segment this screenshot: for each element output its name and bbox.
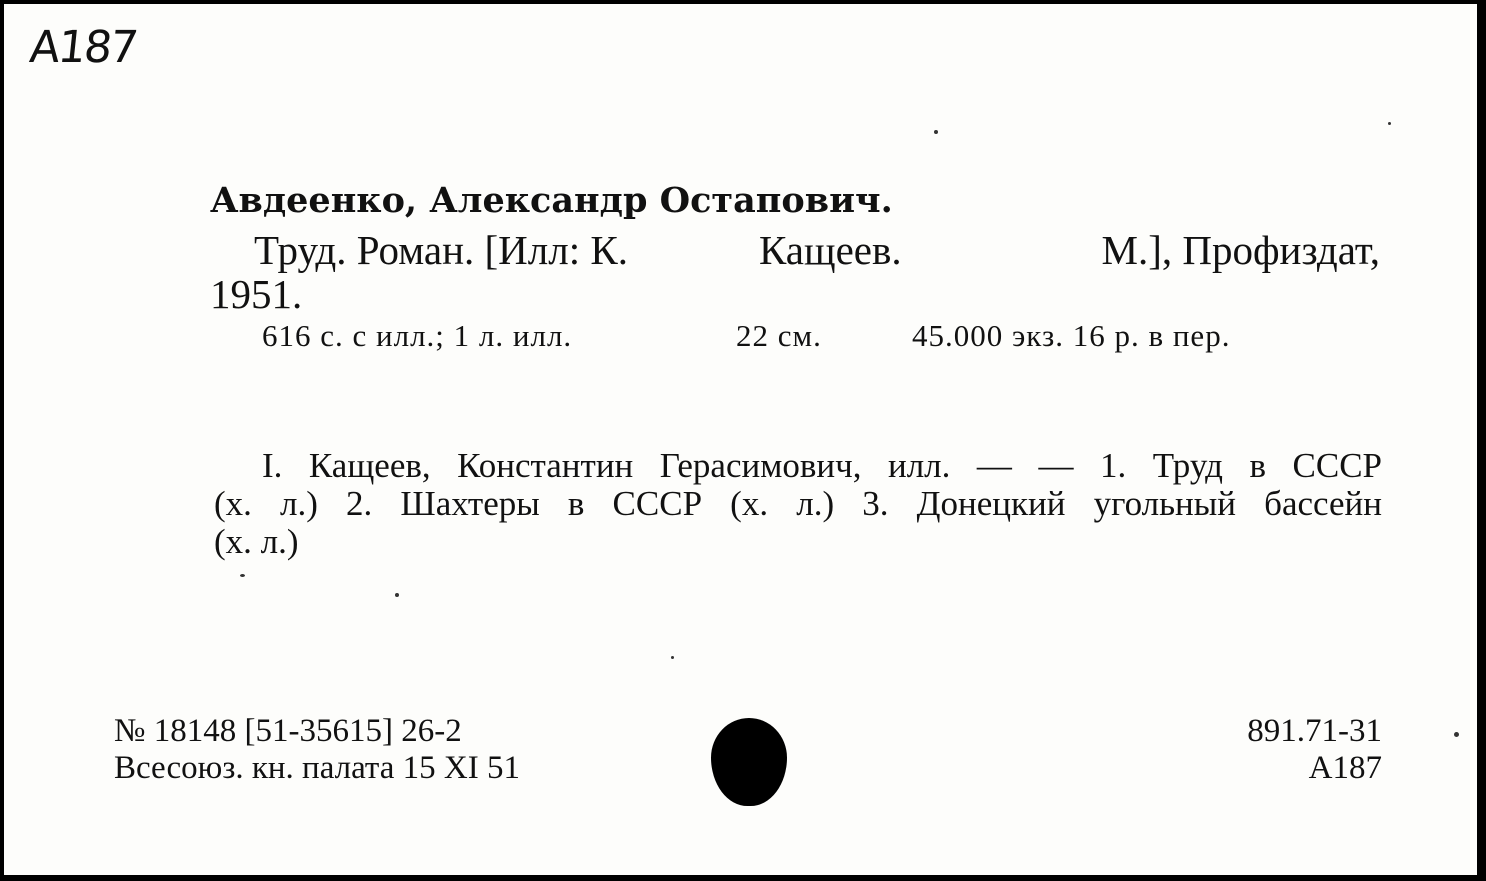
speck-4 — [395, 593, 399, 597]
speck-1 — [934, 130, 938, 134]
card-punch-hole — [711, 718, 787, 806]
illustrator-name: Кащеев. — [759, 227, 902, 273]
call-mark: А187 — [1308, 750, 1382, 786]
tracings-line-1: I. Кащеев, Константин Герасимович, илл. — — 1. Труд в СССР — [262, 446, 1382, 485]
book-chamber-stamp: Всесоюз. кн. палата 15 XI 51 — [114, 750, 520, 786]
speck-2 — [1388, 122, 1391, 125]
size: 22 см. — [736, 318, 822, 353]
imprint: М.], Профиздат, — [1101, 227, 1380, 273]
record-number: № 18148 [51-35615] 26-2 — [114, 713, 462, 749]
catalog-card — [4, 4, 1477, 875]
title-statement-left: Труд. Роман. [Илл: К. — [254, 227, 628, 273]
handwritten-call-number: А187 — [27, 22, 139, 73]
print-run-price: 45.000 экз. 16 р. в пер. — [912, 318, 1231, 353]
tracings-line-3: (х. л.) — [214, 522, 299, 561]
tracings-line-2: (х. л.) 2. Шахтеры в СССР (х. л.) 3. Донецкий угольный бассейн — [214, 484, 1382, 523]
speck-3 — [240, 574, 245, 577]
publication-year: 1951. — [210, 271, 303, 317]
author-heading: Авдеенко, Александр Остапович. — [210, 180, 893, 221]
classification-number: 891.71-31 — [1247, 713, 1382, 749]
collation: 616 с. с илл.; 1 л. илл. — [262, 318, 573, 353]
speck-5 — [671, 656, 674, 659]
speck-6 — [1454, 732, 1459, 737]
